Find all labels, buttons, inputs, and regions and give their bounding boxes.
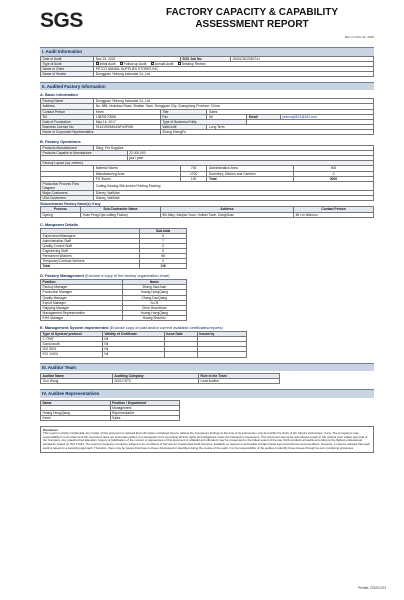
column-header: Auditing Company <box>112 374 198 379</box>
cell-label: Name of Client <box>41 66 94 71</box>
row-label: Permanent Workers <box>41 254 140 259</box>
row-label: Total <box>41 264 140 269</box>
sgs-logo: SGS <box>40 9 83 32</box>
table-cell: Nil <box>102 347 164 352</box>
row-label: Supervisors/Managers <box>41 233 140 238</box>
row-label: Factory Manager <box>41 285 123 290</box>
audit-type-option[interactable]: Annual Audit <box>151 62 173 66</box>
row-value: Huang HongQiang <box>122 290 186 295</box>
cell-label: Business License No. <box>41 124 94 129</box>
row-label: Engineering Staff <box>41 248 140 253</box>
table-cell <box>164 352 197 357</box>
table-cell: Nil <box>102 342 164 347</box>
checkbox-icon <box>151 62 154 65</box>
cell-label: Name of Corporate Representative <box>41 129 161 134</box>
row-label: Production Manager <box>41 290 123 295</box>
section-heading: II. Audited Factory Information <box>40 82 374 91</box>
auditor-team-section <box>40 363 374 385</box>
representatives-section <box>40 389 374 421</box>
row-value: Huang HongQiang <box>122 310 186 315</box>
table-cell: Kevin <box>41 416 111 421</box>
table-cell: Management <box>110 405 180 410</box>
column-header: Position / Department <box>110 400 180 405</box>
cell-label: Contact Person <box>41 109 94 114</box>
cell-label: Factory Layout (sq. meters) <box>41 161 374 166</box>
cell-label: Type of Business Entity <box>160 119 247 124</box>
row-label: EHS Manager <box>41 316 123 321</box>
row-value: 6 <box>140 248 187 253</box>
manpower-section <box>40 223 374 270</box>
cell-label: Type of Audit <box>41 61 94 66</box>
cell-value: JSASCN22082741 <box>230 56 373 61</box>
cell-label: Email <box>247 114 280 119</box>
layout-value: 100 <box>180 176 207 181</box>
sub-heading: B. Factory Operations <box>40 139 81 145</box>
row-label: Shipping Manager <box>41 305 123 310</box>
table-cell: Social audit <box>41 342 103 347</box>
cell-label: Address <box>41 104 94 109</box>
row-value: 7 <box>140 238 187 243</box>
sub-heading: A. Basic Information <box>40 92 78 98</box>
audit-type-option[interactable]: Follow-up Audit <box>120 62 146 66</box>
cell-label: Fax <box>160 114 207 119</box>
table-cell: Dyeing <box>41 212 81 217</box>
cell-value: Sales <box>207 109 374 114</box>
cell-label: Title <box>160 109 207 114</box>
layout-value: 1700 <box>180 171 207 176</box>
cell-value: May 16, 2017 <box>94 119 161 124</box>
row-label: Administration Staff <box>41 238 140 243</box>
layout-label: Administration Area <box>207 166 294 171</box>
table-cell: ISO 9001 <box>41 347 103 352</box>
cell-value: Sling, Pet Supplies <box>94 145 374 150</box>
layout-label: Manufacturing Area <box>94 171 181 176</box>
column-header: Sub-total <box>140 228 187 233</box>
factory-info-section <box>40 82 374 135</box>
management-section <box>40 274 374 321</box>
cell-label: Major Customers <box>41 190 94 195</box>
table-row <box>41 316 187 321</box>
layout-label: FG Stores <box>94 176 181 181</box>
column-header: Type of System/ protocol <box>41 332 103 337</box>
sub-heading: E. Management System Implemented (Enclose copy of past and/or current available certificates/reports) <box>40 325 223 331</box>
cell-label: Production Process Flow Diagram <box>41 181 94 190</box>
column-header: Role in the Team <box>199 374 280 379</box>
audit-info-section <box>40 47 374 77</box>
report-title <box>122 7 382 31</box>
row-value: 96 <box>140 254 187 259</box>
title-line-1: FACTORY CAPACITY & CAPABILITY <box>165 7 339 18</box>
row-label: Export Manager <box>41 300 123 305</box>
row-value: Huang ShaoHui <box>122 316 186 321</box>
column-header: Auditor Name <box>41 374 113 379</box>
printed-date: Printed: 2022/12/23 <box>358 586 386 590</box>
disclaimer-box <box>40 426 374 453</box>
cell-label: Date of Foundation <box>41 119 94 124</box>
table-cell: ISO 14001 <box>41 352 103 357</box>
cell-value: Nil <box>207 114 247 119</box>
cell-value: Disney, WalMart <box>94 196 374 201</box>
column-header: Issue Date <box>164 332 197 337</box>
layout-value: 500 <box>294 166 374 171</box>
disclaimer-label: Disclaimer: <box>43 427 59 432</box>
cell-label: Name of Vendor <box>41 71 94 76</box>
cell-label: Products Manufactured <box>41 145 94 150</box>
cell-value: Disney, WalMart <box>94 190 374 195</box>
cell-value: No. 888, Huanbao Road, Shatian Town, Dongguan City, Guangdong Province, China <box>94 104 374 109</box>
row-label: Management Representative <box>41 310 123 315</box>
section-heading: III. Auditor Team <box>40 363 374 372</box>
table-row <box>41 379 280 384</box>
manpower-table <box>40 228 187 270</box>
cell-value: Dongguan Yinhong Industrial Co.,Ltd. <box>94 71 374 76</box>
row-value: 5 <box>140 233 187 238</box>
row-label: Quality Control Staff <box>41 243 140 248</box>
row-label: Temporary/Contract Workers <box>41 259 140 264</box>
table-cell: Huang HongQiang <box>41 410 111 415</box>
layout-value: 700 <box>180 166 207 171</box>
table-cell: Yuan Feng Dye-cutting Factory <box>80 212 160 217</box>
table-cell: SGS-CSTC <box>112 379 198 384</box>
table-cell: Nil <box>102 337 164 342</box>
section-heading: IV. Auditee Representatives <box>40 389 374 398</box>
column-header: Address <box>160 207 293 212</box>
audit-info-table <box>40 56 374 77</box>
sub-heading: C. Manpower Details <box>40 221 79 227</box>
column-header: Process <box>41 207 81 212</box>
disclaimer-text: This report is strictly confidential. Any holder of this document is advised that information contained hereon reflects the Company's findings at the time of its intervention only and within the limits of the Client's instructions, if any. The Company's sole responsibility is to its Client and this document does not exonerate parties to a transaction from exercising all their rights and obligations under the transaction documents. This document cannot be reproduced except in full, without prior written approval of the Company. Any unauthorized alteration, forgery or falsification of the content or appearance of this document is unlawful and offenders may be prosecuted to the fullest extent of the law. SGS conducts all audits according to the highest professional standards, based on ISO 17021. The report is issued by Company subject to its Conditions of Service for Customized Audit Services, available on request or accessible at https://www.sgs.com/en/terms-and-conditions. However, it must be advised that each audit is based on a sampling approach. Therefore, there may be issues that have not been discovered or identified during the course of the audit. It is the responsibility of the auditee to identify those issues through its own monitoring processes. <box>43 431 370 450</box>
table-cell: Tiun Wong <box>41 379 113 384</box>
operations-section <box>40 140 374 218</box>
row-label: Quality Manager <box>41 295 123 300</box>
section-heading: I. Audit Information <box>40 47 374 56</box>
row-value: 0 <box>140 259 187 264</box>
cell-label: SGS Job No. <box>180 56 230 61</box>
row-value: 2 <box>140 243 187 248</box>
table-cell: Representative <box>110 410 180 415</box>
report-header <box>40 6 374 42</box>
cell-value: Cutting-Sewing-Silk-screen Printing-Packing <box>94 181 374 190</box>
row-value: Chen HuanHuan <box>122 305 186 310</box>
table-cell <box>197 352 246 357</box>
column-header: Contact Person <box>294 207 374 212</box>
column-header: Issued by <box>197 332 246 337</box>
column-header: Sub-Contractor Name <box>80 207 160 212</box>
cell-label: USA Customers <box>41 196 94 201</box>
table-cell: C-TPAT <box>41 337 103 342</box>
cell-value: pcs / year <box>127 156 373 161</box>
audit-type-option[interactable]: Desktop Review <box>178 62 206 66</box>
checkbox-icon <box>178 62 181 65</box>
cell-value: Kevin <box>94 109 161 114</box>
cell-label: Tel <box>41 114 94 119</box>
column-header: Validity of Certificate <box>102 332 164 337</box>
cell-value: Zhang ShengFu <box>160 129 373 134</box>
layout-value: 3000 <box>294 176 374 181</box>
column-header: Position <box>41 280 123 285</box>
layout-label: Dormitory, Kitchen and Canteen <box>207 171 294 176</box>
representatives-table <box>40 400 180 421</box>
row-value: Su Si <box>122 300 186 305</box>
table-cell: Sales <box>110 416 180 421</box>
management-table <box>40 279 187 321</box>
cell-value: Dec 15, 2022 <box>94 56 181 61</box>
cell-label: Products Capable to Manufacture <box>41 151 128 156</box>
cell-value: 22,000,000 <box>127 151 373 156</box>
row-value: Zhang XiaoJuan <box>122 285 186 290</box>
cell-value: Dongguan Yinhong Industrial Co.,Ltd. <box>94 99 374 104</box>
row-value: 116 <box>140 264 187 269</box>
subcontractor-table <box>40 206 374 217</box>
audit-type-option[interactable]: Initial Audit <box>96 62 116 66</box>
email-link[interactable]: yinhong0813@163.com <box>280 114 373 119</box>
cell-value: Long Term <box>207 124 374 129</box>
layout-label: Total <box>207 176 294 181</box>
cell-label: Valid until <box>160 124 207 129</box>
column-header: Name <box>41 400 111 405</box>
operations-table <box>40 145 374 201</box>
revision-note: Rev 1.0 Nov 01, 2018 <box>344 35 374 39</box>
table-row <box>41 212 374 217</box>
basic-info-table <box>40 98 374 135</box>
sub-heading: D. Factory Management (Enclose a copy of the factory organization chart) <box>40 273 170 279</box>
cell-label: Date of Audit <box>41 56 94 61</box>
layout-value: 0 <box>294 171 374 176</box>
table-cell: 9th Alley, Sanjiao Yuan, Huilian Town, DongGuan <box>160 212 293 217</box>
title-line-2: ASSESSMENT REPORT <box>195 19 309 30</box>
systems-section <box>40 326 374 357</box>
auditor-team-table <box>40 373 280 384</box>
table-row <box>41 264 187 269</box>
subcontractor-heading: Subcontractor Factory Name(s) if any <box>40 202 101 207</box>
table-cell: Lead Auditor <box>199 379 280 384</box>
table-row <box>41 416 180 421</box>
checkbox-checked-icon <box>96 62 99 65</box>
cell-value: 91441900MA4WHL9R4B <box>94 124 161 129</box>
cell-value: 13829170068 <box>94 114 161 119</box>
table-cell: Nil <box>102 352 164 357</box>
cell-label: Factory Name <box>41 99 94 104</box>
row-value: Chang DaoQiang <box>122 295 186 300</box>
table-cell: Mr Lin Wanxun <box>294 212 374 217</box>
table-row <box>41 352 247 357</box>
systems-table <box>40 331 247 358</box>
column-header: Name <box>122 280 186 285</box>
layout-label: Material Stores <box>94 166 181 171</box>
cell-value: PETCO ANIMAL SUPPLIES STORES INC. <box>94 66 374 71</box>
checkbox-icon <box>120 62 123 65</box>
